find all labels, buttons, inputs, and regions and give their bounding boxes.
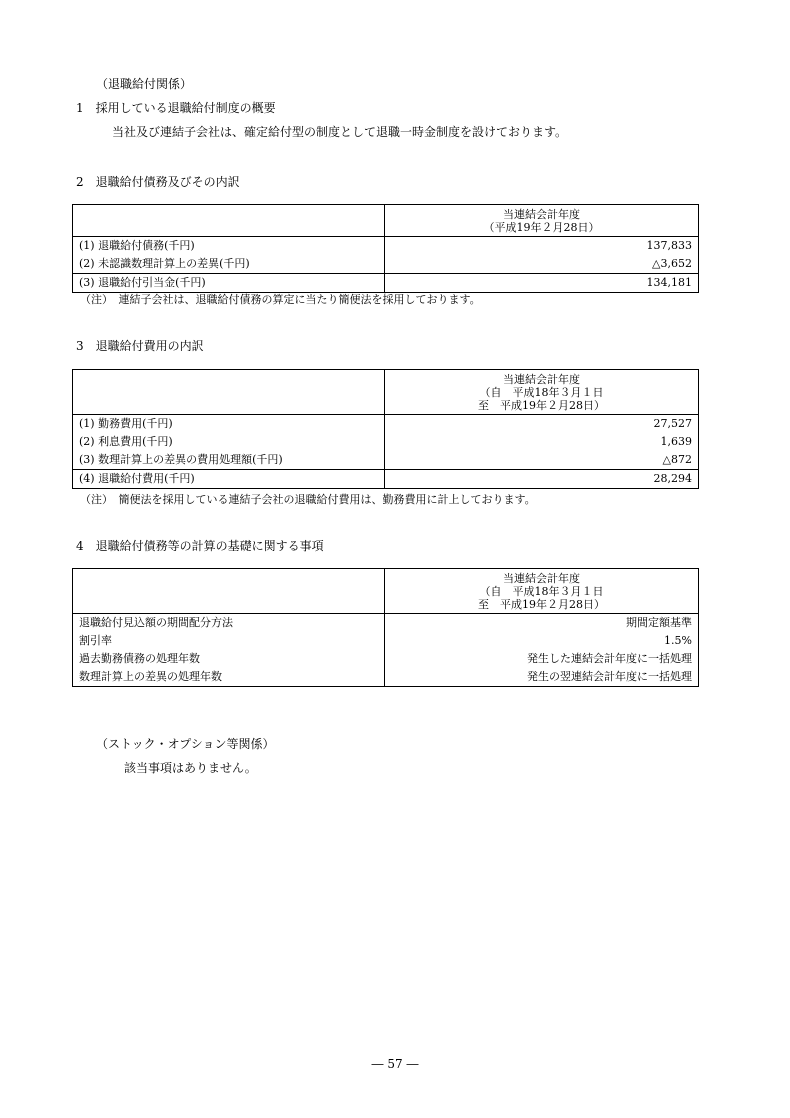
header-line: 当連結会計年度 — [503, 372, 580, 386]
header-line: （平成19年２月28日） — [483, 220, 600, 234]
row-value: 27,527 — [653, 417, 692, 430]
header-line: （自 平成18年３月１日 — [479, 385, 604, 399]
row-label: (1) 退職給付債務(千円) — [73, 237, 385, 256]
table-row — [73, 415, 699, 434]
table-row — [73, 255, 699, 274]
row-value: 134,181 — [385, 274, 699, 293]
row-value: 1,639 — [660, 435, 692, 448]
row-label: 数理計算上の差異の処理年数 — [73, 668, 385, 687]
table-header-blank — [73, 205, 385, 237]
row-label: (2) 未認識数理計算上の差異(千円) — [73, 255, 385, 274]
table-header-period — [385, 205, 699, 237]
row-value: 期間定額基準 — [626, 616, 692, 629]
table-row — [73, 433, 699, 451]
row-label: 過去勤務債務の処理年数 — [73, 650, 385, 668]
row-label: (3) 退職給付引当金(千円) — [73, 274, 385, 293]
section-2-title: 2 退職給付債務及びその内訳 — [76, 175, 240, 189]
row-label: (3) 数理計算上の差異の費用処理額(千円) — [73, 451, 385, 470]
row-label: (2) 利息費用(千円) — [73, 433, 385, 451]
row-value: 28,294 — [385, 470, 699, 489]
header-line: 至 平成19年２月28日） — [478, 597, 605, 611]
section-1-title: 1 採用している退職給付制度の概要 — [76, 101, 276, 115]
header-line: （自 平成18年３月１日 — [479, 584, 604, 598]
row-value: 発生の翌連結会計年度に一括処理 — [527, 670, 692, 683]
calculation-basis-table — [72, 568, 699, 687]
table-row — [73, 614, 699, 633]
stock-options-body: 該当事項はありません。 — [124, 761, 257, 775]
header-line: 当連結会計年度 — [503, 207, 580, 221]
section-heading-stock-options: （ストック・オプション等関係） — [96, 737, 275, 751]
table-row — [73, 632, 699, 650]
row-value: 発生した連結会計年度に一括処理 — [527, 652, 692, 665]
table-row — [73, 668, 699, 687]
row-value: △3,652 — [652, 257, 692, 270]
row-label: (4) 退職給付費用(千円) — [73, 470, 385, 489]
row-label: 退職給付見込額の期間配分方法 — [73, 614, 385, 633]
table-header-period — [385, 569, 699, 614]
section-3-title: 3 退職給付費用の内訳 — [76, 339, 204, 353]
header-line: 当連結会計年度 — [503, 571, 580, 585]
section-4-title: 4 退職給付債務等の計算の基礎に関する事項 — [76, 539, 324, 553]
retirement-expense-table — [72, 369, 699, 489]
section-2-note: （注） 連結子会社は、退職給付債務の算定に当たり簡便法を採用しております。 — [80, 293, 481, 306]
section-3-note: （注） 簡便法を採用している連結子会社の退職給付費用は、勤務費用に計上しております。 — [80, 493, 536, 506]
row-value: △872 — [662, 453, 692, 466]
row-label: 割引率 — [73, 632, 385, 650]
table-row — [73, 237, 699, 256]
page-number: ― 57 ― — [371, 1057, 419, 1071]
section-heading-retirement: （退職給付関係） — [96, 77, 193, 91]
table-header-period — [385, 370, 699, 415]
row-value: 137,833 — [646, 239, 692, 252]
table-header-blank — [73, 370, 385, 415]
row-label: (1) 勤務費用(千円) — [73, 415, 385, 434]
section-1-body: 当社及び連結子会社は、確定給付型の制度として退職一時金制度を設けております。 — [112, 125, 568, 139]
table-row — [73, 274, 699, 293]
header-line: 至 平成19年２月28日） — [478, 398, 605, 412]
table-row — [73, 470, 699, 489]
retirement-obligation-table — [72, 204, 699, 293]
table-row — [73, 451, 699, 470]
table-row — [73, 650, 699, 668]
row-value: 1.5% — [664, 634, 692, 647]
table-header-blank — [73, 569, 385, 614]
